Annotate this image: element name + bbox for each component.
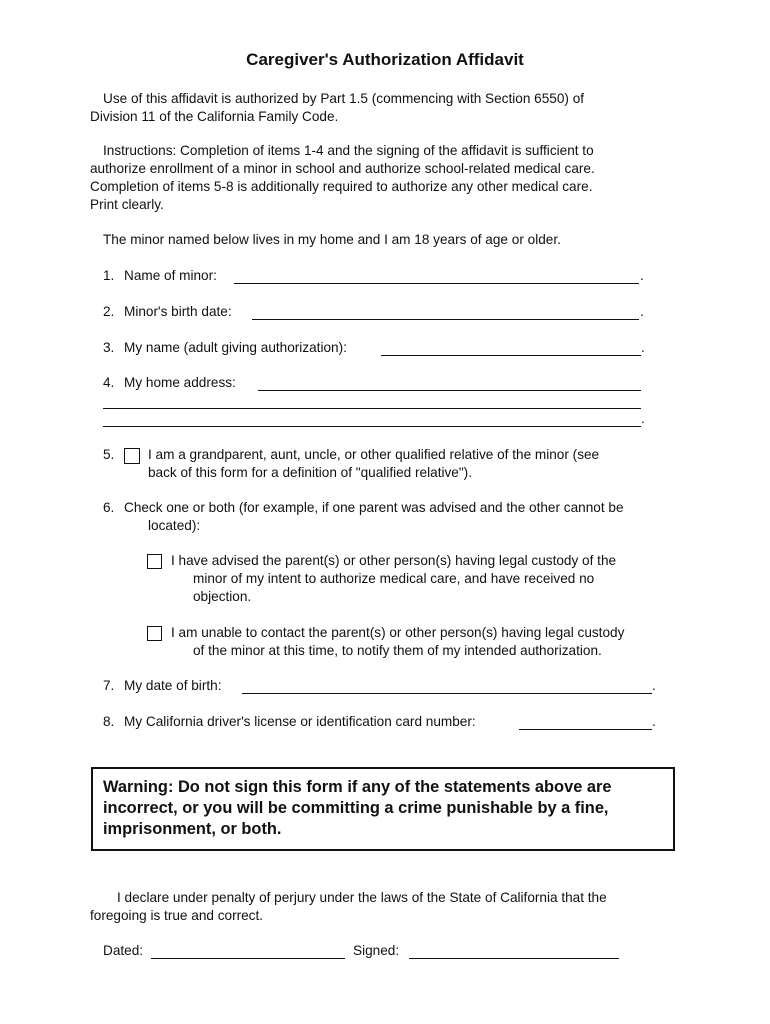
item-8-end: . [652,714,656,729]
item-8-label: My California driver's license or identification card number: [124,714,476,729]
warning-box [91,767,675,851]
home-address-field-line-1[interactable] [258,390,641,391]
home-address-field-line-3[interactable] [103,426,641,427]
declaration-line-1: I declare under penalty of perjury under the laws of the State of California that the [117,890,607,905]
statement-text: The minor named below lives in my home and I am 18 years of age or older. [103,232,561,247]
option-a-line-2: minor of my intent to authorize medical care, and have received no [193,571,595,586]
item-4-number: 4. [103,375,115,390]
unable-to-contact-checkbox[interactable] [147,626,162,641]
instructions-line-2: authorize enrollment of a minor in school and authorize school-related medical care. [90,161,595,176]
intro-paragraph [90,90,584,126]
item-6-number: 6. [103,500,115,515]
qualified-relative-checkbox[interactable] [124,448,140,464]
instructions-line-3: Completion of items 5-8 is additionally required to authorize any other medical care. [90,179,593,194]
option-b-line-2: of the minor at this time, to notify them of my intended authorization. [193,643,602,658]
minor-birth-date-field[interactable] [252,319,639,320]
option-b-line-1: I am unable to contact the parent(s) or other person(s) having legal custody [171,625,625,640]
warning-text: Warning: Do not sign this form if any of the statements above are incorrect, or you will be committing a crime punishable by a fine, imprisonment, or both. [103,778,612,838]
adult-name-field[interactable] [381,355,641,356]
page-title: Caregiver's Authorization Affidavit [246,50,524,69]
item-1-end: . [640,268,644,283]
item-3-end: . [641,340,645,355]
item-4-label: My home address: [124,375,236,390]
item-5-number: 5. [103,447,115,462]
item-3-label: My name (adult giving authorization): [124,340,347,355]
intro-line-1: Use of this affidavit is authorized by Part 1.5 (commencing with Section 6550) of [103,91,585,106]
instructions-line-4: Print clearly. [90,197,164,212]
item-2-label: Minor's birth date: [124,304,232,319]
license-number-field[interactable] [519,729,652,730]
item-1-label: Name of minor: [124,268,217,283]
item-7-end: . [652,678,656,693]
intro-line-2: Division 11 of the California Family Code. [90,109,339,124]
advised-parents-checkbox[interactable] [147,554,162,569]
item-6-text-line-2: located): [148,518,201,533]
item-6-text-line-1: Check one or both (for example, if one parent was advised and the other cannot be [124,500,624,515]
item-4-end: . [641,411,645,426]
caregiver-birth-date-field[interactable] [242,693,652,694]
home-address-field-line-2[interactable] [103,408,641,409]
option-a-line-1: I have advised the parent(s) or other person(s) having legal custody of the [171,553,617,568]
declaration-line-2: foregoing is true and correct. [90,908,264,923]
item-2-number: 2. [103,304,115,319]
signed-label: Signed: [353,943,400,958]
item-7-number: 7. [103,678,115,693]
dated-field[interactable] [151,958,345,959]
instructions-paragraph [90,142,595,214]
option-a-line-3: objection. [193,589,252,604]
dated-label: Dated: [103,943,144,958]
item-2-end: . [640,304,644,319]
minor-name-field[interactable] [234,283,639,284]
signature-field[interactable] [409,958,619,959]
declaration-paragraph [90,889,607,925]
item-1-number: 1. [103,268,115,283]
instructions-line-1: Instructions: Completion of items 1-4 and the signing of the affidavit is sufficient to [103,143,594,158]
item-5-text-line-1: I am a grandparent, aunt, uncle, or other qualified relative of the minor (see [148,447,600,462]
item-3-number: 3. [103,340,115,355]
item-8-number: 8. [103,714,115,729]
item-5-text-line-2: back of this form for a definition of "qualified relative"). [148,465,472,480]
item-7-label: My date of birth: [124,678,222,693]
